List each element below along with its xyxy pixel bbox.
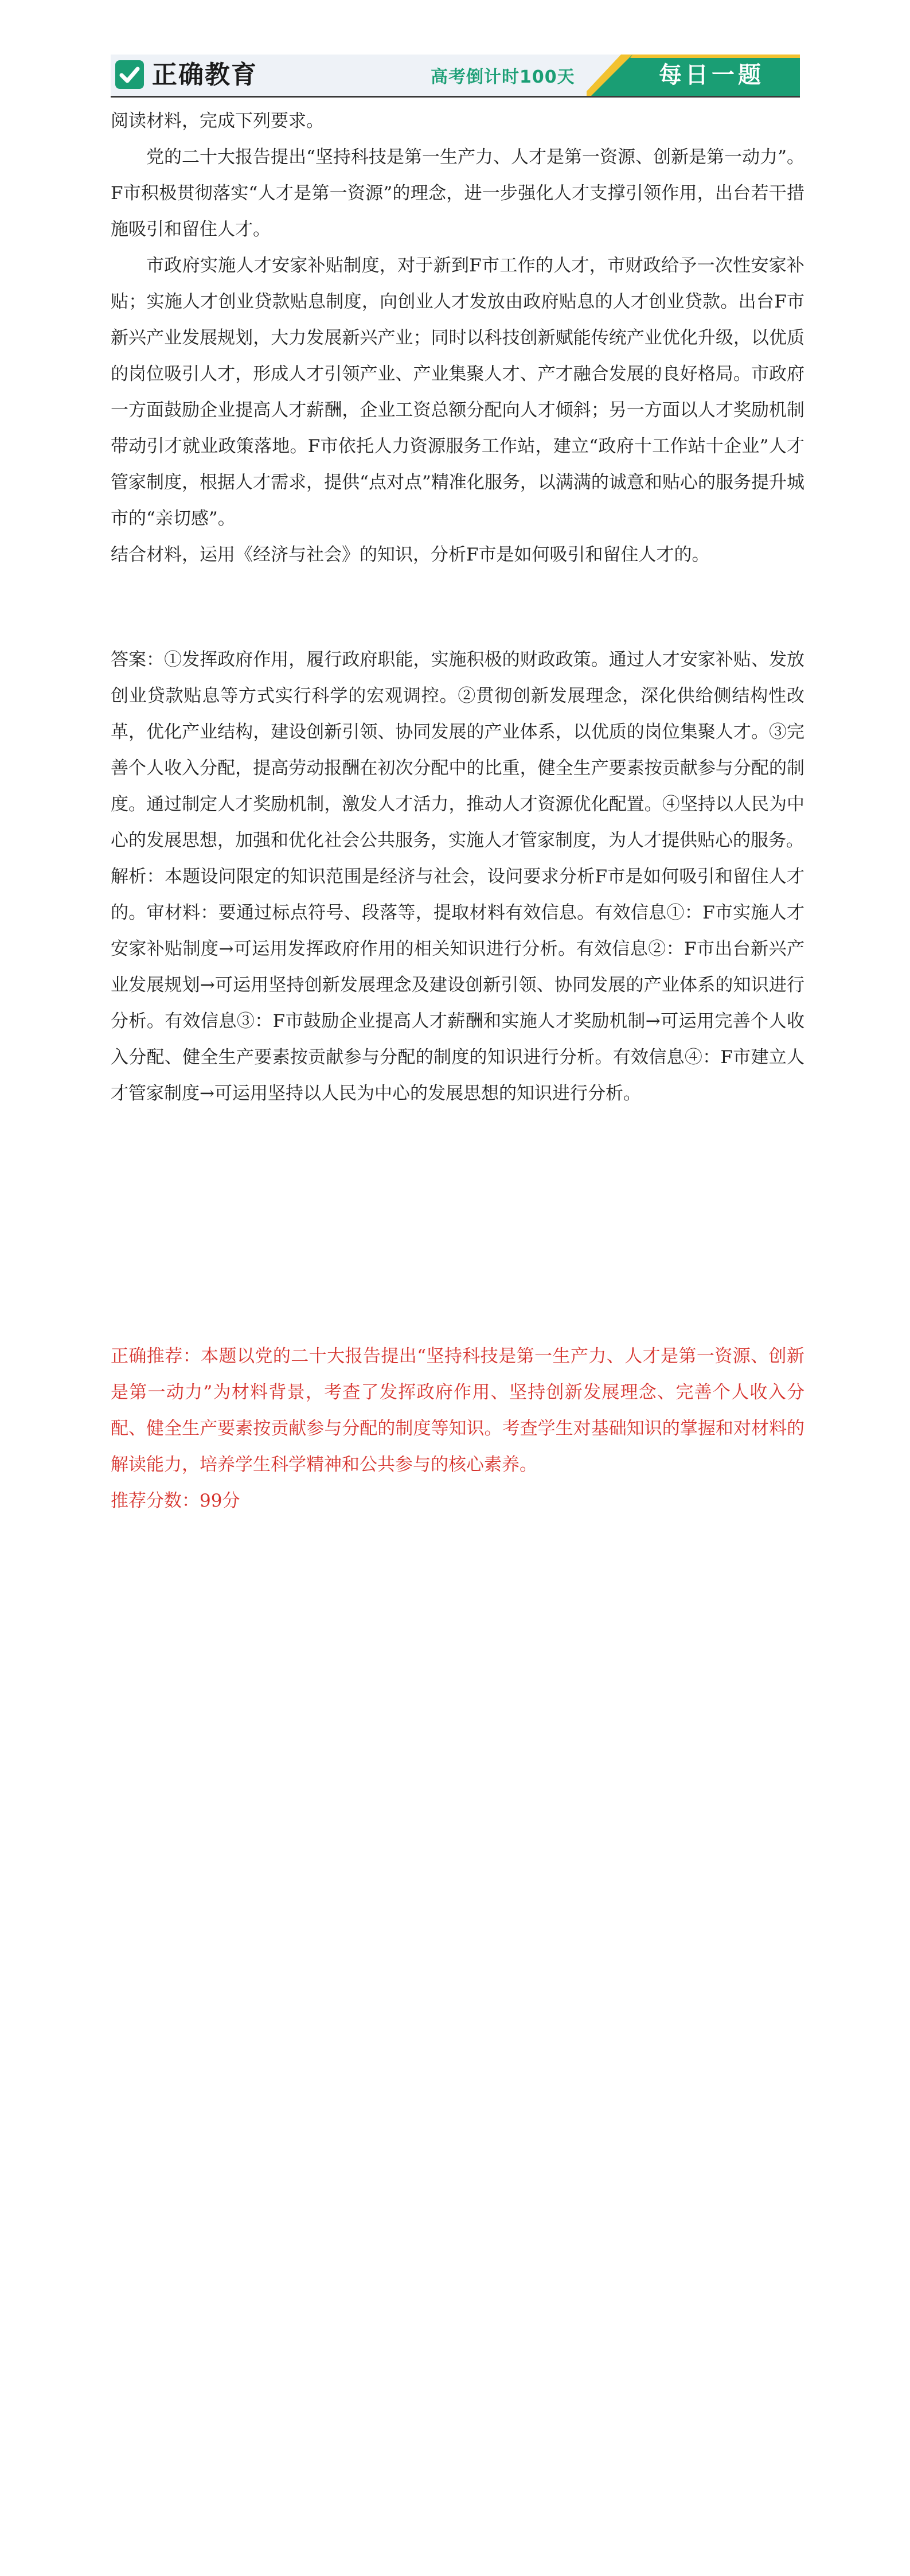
material-paragraph-1: 党的二十大报告提出“坚持科技是第一生产力、人才是第一资源、创新是第一动力”。F市积极贯彻落实“人才是第一资源”的理念，进一步强化人才支撑引领作用，出台若干措施吸引和留住人才。 xyxy=(111,147,804,240)
daily-question-title: 每日一题 xyxy=(659,62,764,88)
check-icon xyxy=(115,60,144,89)
question-task: 结合材料，运用《经济与社会》的知识，分析F市是如何吸引和留住人才的。 xyxy=(111,544,710,565)
spacer xyxy=(111,573,804,642)
recommendation-text: 正确推荐：本题以党的二十大报告提出“坚持科技是第一生产力、人才是第一资源、创新是第一动力”为材料背景，考查了发挥政府作用、坚持创新发展理念、完善个人收入分配、健全生产要素按贡献参与分配的制度等知识。考查学生对基础知识的掌握和对材料的解读能力，培养学生科学精神和公共参与的核心素养。 xyxy=(111,1346,804,1475)
question-intro: 阅读材料，完成下列要求。 xyxy=(111,111,324,131)
spacer xyxy=(111,1112,804,1338)
countdown-label: 高考倒计时100天 xyxy=(431,67,575,87)
page-header xyxy=(111,55,800,98)
brand-logo-text: 正确教育 xyxy=(152,60,257,90)
analysis-text: 解析：本题设问限定的知识范围是经济与社会，设问要求分析F市是如何吸引和留住人才的。审材料：要通过标点符号、段落等，提取材料有效信息。有效信息①：F市实施人才安家补贴制度→可运用发挥政府作用的相关知识进行分析。有效信息②：F市出台新兴产业发展规划→可运用坚持创新发展理念及建设创新引领、协同发展的产业体系的知识进行分析。有效信息③：F市鼓励企业提高人才薪酬和实施人才奖励机制→可运用完善个人收入分配、健全生产要素按贡献参与分配的制度的知识进行分析。有效信息④：F市建立人才管家制度→可运用坚持以人民为中心的发展思想的知识进行分析。 xyxy=(111,866,804,1104)
material-paragraph-2: 市政府实施人才安家补贴制度，对于新到F市工作的人才，市财政给予一次性安家补贴；实施人才创业贷款贴息制度，向创业人才发放由政府贴息的人才创业贷款。出台F市新兴产业发展规划，大力发展新兴产业；同时以科技创新赋能传统产业优化升级，以优质的岗位吸引人才，形成人才引领产业、产业集聚人才、产才融合发展的良好格局。市政府一方面鼓励企业提高人才薪酬，企业工资总额分配向人才倾斜；另一方面以人才奖励机制带动引才就业政策落地。F市依托人力资源服务工作站，建立“政府十工作站十企业”人才管家制度，根据人才需求，提供“点对点”精准化服务，以满满的诚意和贴心的服务提升城市的“亲切感”。 xyxy=(111,255,804,529)
daily-question-badge xyxy=(587,55,800,96)
document-body xyxy=(111,103,804,1519)
recommendation-score: 推荐分数：99分 xyxy=(111,1491,240,1511)
answer-text: 答案：①发挥政府作用，履行政府职能，实施积极的财政政策。通过人才安家补贴、发放创业贷款贴息等方式实行科学的宏观调控。②贯彻创新发展理念，深化供给侧结构性改革，优化产业结构，建设创新引领、协同发展的产业体系，以优质的岗位集聚人才。③完善个人收入分配，提高劳动报酬在初次分配中的比重，健全生产要素按贡献参与分配的制度。通过制定人才奖励机制，激发人才活力，推动人才资源优化配置。④坚持以人民为中心的发展思想，加强和优化社会公共服务，实施人才管家制度，为人才提供贴心的服务。 xyxy=(111,649,804,851)
